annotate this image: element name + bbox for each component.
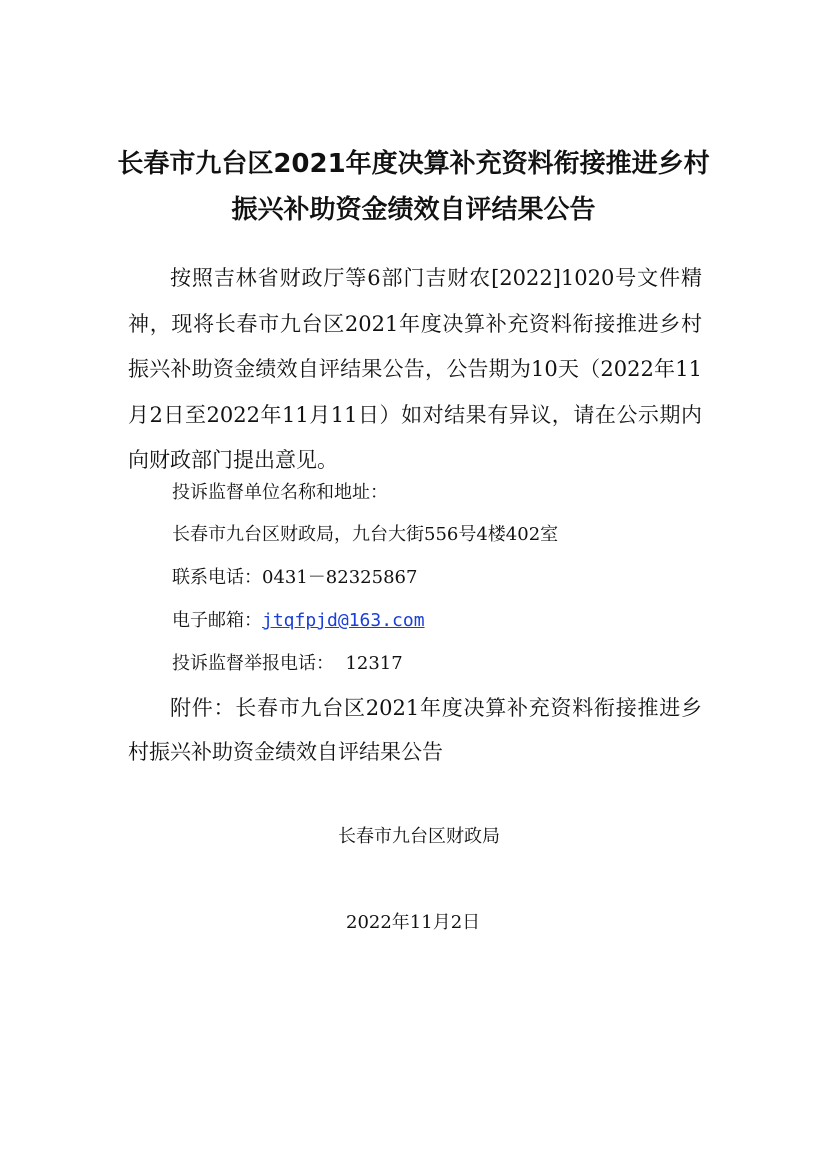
contact-phone — [172, 563, 417, 593]
contact-phone-value: 0431－82325867 — [262, 567, 418, 588]
contact-email — [172, 606, 425, 636]
document-title-line-1: 长春市九台区2021年度决算补充资料衔接推进乡村 — [117, 149, 710, 179]
contact-phone-label: 联系电话： — [172, 567, 262, 588]
email-link[interactable]: jtqfpjd@163.com — [262, 610, 425, 631]
complaint-heading: 投诉监督单位名称和地址： — [172, 482, 388, 503]
complaint-hotline-label: 投诉监督举报电话： — [172, 653, 334, 674]
issuer-signature: 长春市九台区财政局 — [338, 826, 500, 847]
attachment-note: 附件：长春市九台区2021年度决算补充资料衔接推进乡村振兴补助资金绩效自评结果公告 — [128, 696, 702, 764]
document-title-line-2: 振兴补助资金绩效自评结果公告 — [231, 195, 596, 225]
issue-date: 2022年11月2日 — [346, 912, 481, 933]
contact-email-label: 电子邮箱： — [172, 610, 262, 631]
complaint-hotline — [172, 649, 403, 679]
announcement-body: 按照吉林省财政厅等6部门吉财农[2022]1020号文件精神，现将长春市九台区2021年度决算补充资料衔接推进乡村振兴补助资金绩效自评结果公告，公告期为10天（2022年11月2日至2022年11月11日）如对结果有异议，请在公示期内向财政部门提出意见。 — [128, 266, 702, 472]
complaint-hotline-value: 12317 — [345, 653, 403, 674]
complaint-address: 长春市九台区财政局，九台大街556号4楼402室 — [172, 524, 559, 545]
